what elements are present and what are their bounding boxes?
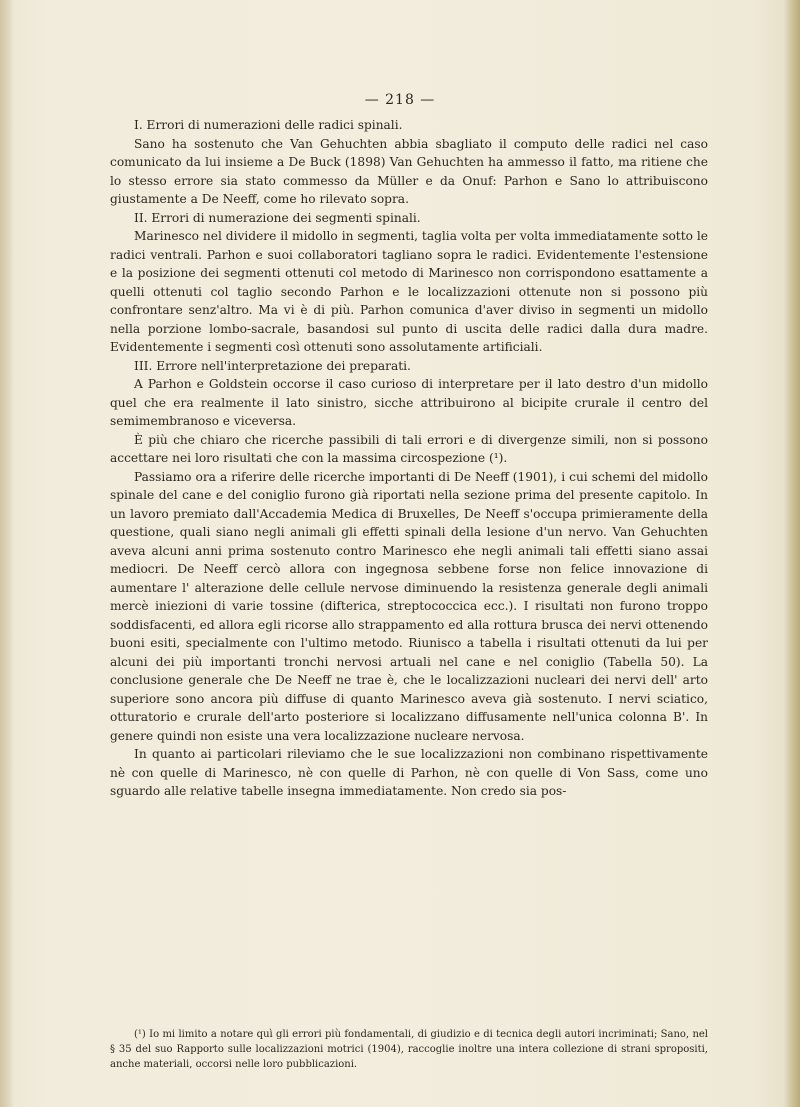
section-heading-iii: III. Errore nell'interpretazione dei preparati. (134, 358, 411, 373)
section-heading-i: I. Errori di numerazioni delle radici spinali. (134, 118, 403, 132)
paragraph: Sano ha sostenuto che Van Gehuchten abbia sbagliato il computo delle radici nel caso comunicato da lui insieme a De Buck (1898) Van Gehuchten ha ammesso il fatto, ma ritiene che lo stesso errore sia stato commesso da Müller e da Onuf: Parhon e Sano lo attribuiscono giustamente a De Neeff, come ho rilevato sopra. (110, 136, 708, 206)
paragraph: A Parhon e Goldstein occorse il caso curioso di interpretare per il lato destro d'un midollo quel che era realmente il lato sinistro, sicche attribuirono al bicipite crurale il centro del semimembranoso e viceversa. (110, 377, 708, 428)
footnote (110, 1027, 708, 1072)
page-left-edge (0, 0, 14, 1107)
paragraph: Passiamo ora a riferire delle ricerche importanti di De Neeff (1901), i cui schemi del midollo spinale del cane e del coniglio furono già riportati nella sezione prima del presente capitolo. In un lavoro premiato dall'Accademia Medica di Bruxelles, De Neeff s'occupa primieramente della questione, quali siano negli animali gli effetti spinali della lesione d'un nervo. Van Gehuchten aveva alcuni anni prima sostenuto contro Marinesco ehe negli animali tali effetti siano assai mediocri. De Neeff cercò allora con ingegnosa sebbene forse non felice innovazione di aumentare l' alterazione delle cellule nervose diminuendo la resistenza generale degli animali mercè iniezioni di varie tossine (difterica, streptococcica ecc.). I risultati non furono troppo soddisfacenti, ed allora egli ricorse allo strappamento ed alla rottura brusca dei nervi ottenendo buoni esiti, specialmente con l'ultimo metodo. Riunisco a tabella i risultati ottenuti da lui per alcuni dei più importanti tronchi nervosi artuali nel cane e nel coniglio (Tabella 50). La conclusione generale che De Neeff ne trae è, che le localizzazioni nucleari dei nervi dell' arto superiore sono ancora più diffuse di quanto Marinesco aveva già sostenuto. I nervi sciatico, otturatorio e crurale dell'arto posteriore si localizzano diffusamente nell'unica colonna B'. In genere quindi non esiste una vera localizzazione nucleare nervosa. (110, 469, 708, 743)
paragraph: È più che chiaro che ricerche passibili di tali errori e di divergenze simili, non si possono accettare nei loro risultati che con la massima circospezione (¹). (110, 432, 708, 465)
section-heading-ii: II. Errori di numerazione dei segmenti spinali. (134, 210, 421, 225)
page-number-header: — 218 — (364, 92, 436, 108)
footnote-text: (¹) Io mi limito a notare quì gli errori più fondamentali, di giudizio e di tecnica degli autori incriminati; Sano, nel § 35 del suo Rapporto sulle localizzazioni motrici (1904), raccoglie inoltre una intera collezione di strani spropositi, anche materiali, occorsi nelle loro pubblicazioni. (110, 1029, 708, 1070)
page-right-edge (784, 0, 800, 1107)
paragraph: Marinesco nel dividere il midollo in segmenti, taglia volta per volta immediatamente sotto le radici ventrali. Parhon e suoi collaboratori tagliano sopra le radici. Evidentemente l'estensione e la posizione dei segmenti ottenuti col metodo di Marinesco non corrispondono esattamente a quelli ottenuti col taglio secondo Parhon e le localizzazioni ottenute non si possono più confrontare senz'altro. Ma vi è di più. Parhon comunica d'aver diviso in segmenti un midollo nella porzione lombo-sacrale, basandosi sul punto di uscita delle radici dalla dura madre. Evidentemente i segmenti così ottenuti sono assolutamente artificiali. (110, 229, 708, 354)
paragraph: In quanto ai particolari rileviamo che le sue localizzazioni non combinano rispettivamente nè con quelle di Marinesco, nè con quelle di Parhon, nè con quelle di Von Sass, come uno sguardo alle relative tabelle insegna immediatamente. Non credo sia pos- (110, 747, 708, 798)
body-text (110, 116, 708, 801)
